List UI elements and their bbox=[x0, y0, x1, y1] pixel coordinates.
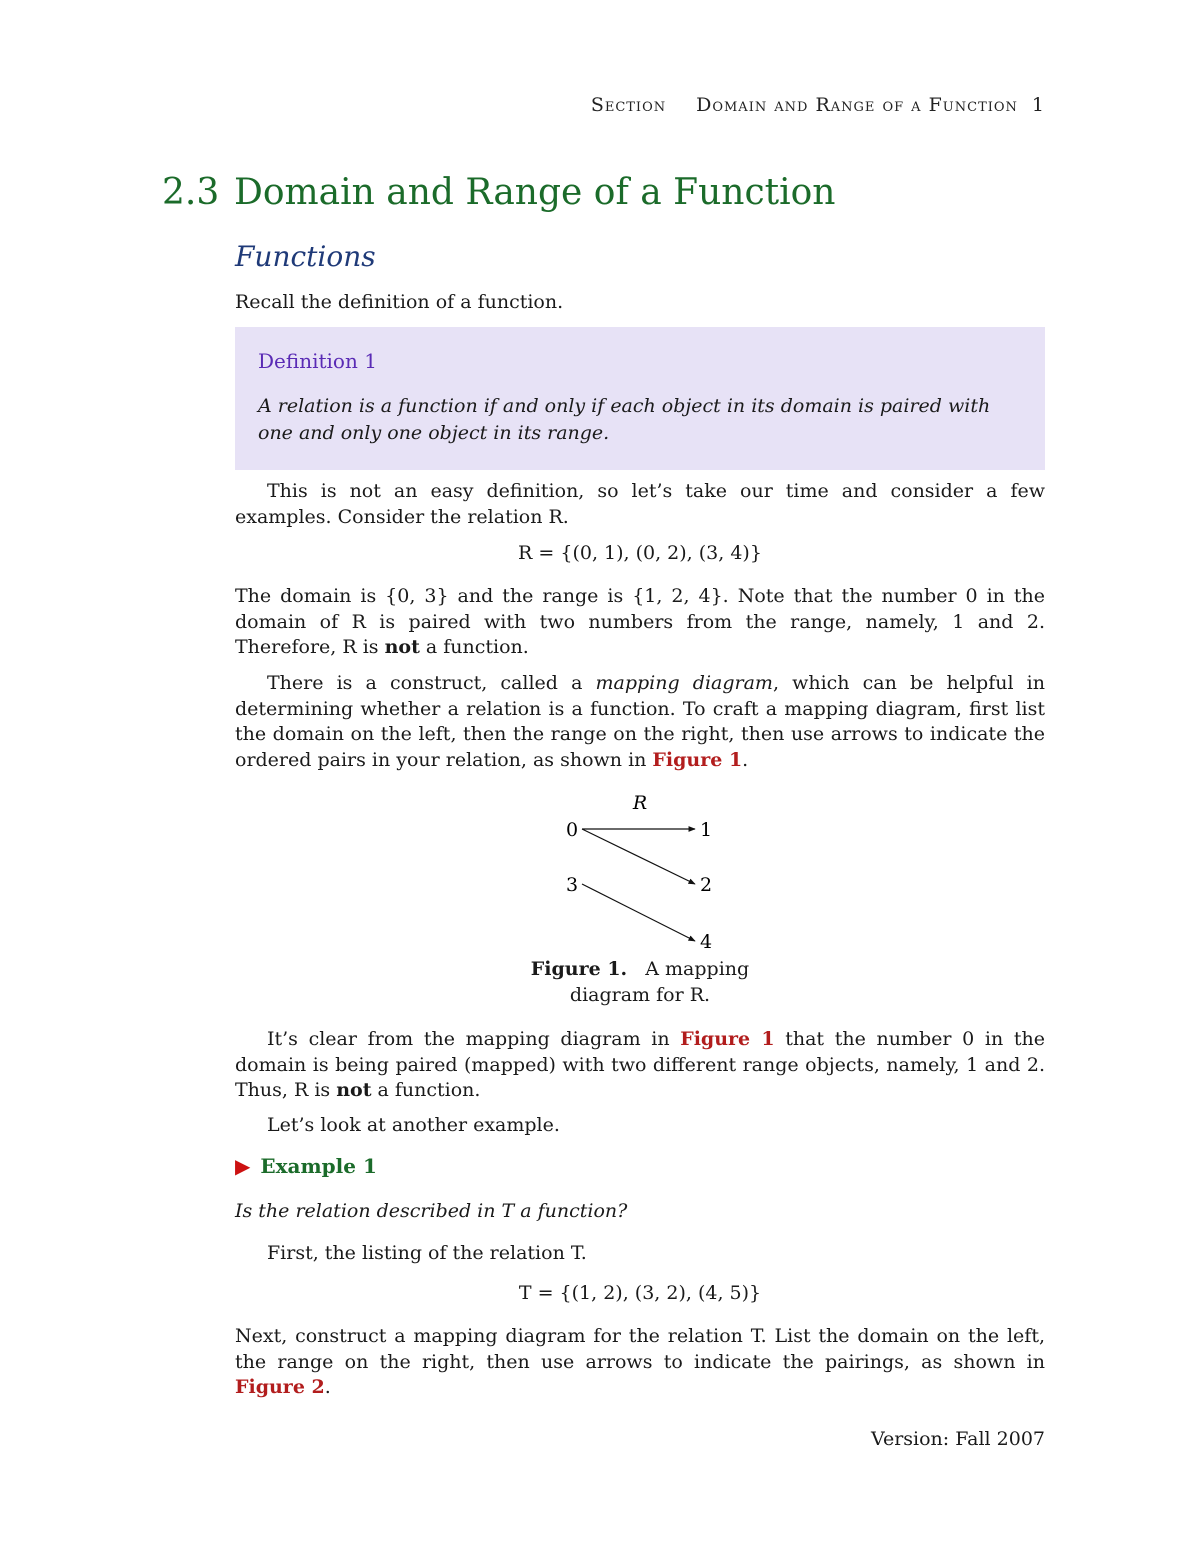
example-marker-icon: ▶ bbox=[235, 1154, 251, 1178]
intro-paragraph: Recall the definition of a function. bbox=[235, 291, 564, 313]
paragraph-3-text-a: There is a construct, called a bbox=[267, 672, 596, 694]
paragraph-4 bbox=[235, 1027, 1045, 1104]
example-heading bbox=[235, 1154, 377, 1178]
diagram-label: R bbox=[632, 792, 648, 814]
arrow-3-to-4 bbox=[582, 884, 695, 941]
paragraph-4-text-a: It’s clear from the mapping diagram in bbox=[267, 1028, 681, 1050]
paragraph-3-term: mapping diagram bbox=[595, 672, 773, 694]
paragraph-5: Let’s look at another example. bbox=[267, 1114, 560, 1136]
paragraph-6: First, the listing of the relation T. bbox=[267, 1242, 587, 1264]
paragraph-3-text-c: , which can be helpful in determining whether a relation is a function. To craft a mapping diagram, first list the domain on the left, then the range on the right, then use arrows to indicate the ordered pairs in your relation, as shown in bbox=[235, 672, 1045, 771]
running-head-title: Domain and Range of a Function bbox=[696, 94, 1018, 116]
example-question: Is the relation described in T a function? bbox=[235, 1200, 628, 1222]
section-title-text: Domain and Range of a Function bbox=[234, 172, 836, 213]
equation-r: R = {(0, 1), (0, 2), (3, 4)} bbox=[518, 542, 762, 564]
range-element-4: 4 bbox=[699, 931, 713, 953]
paragraph-2-text-c: a function. bbox=[419, 636, 529, 658]
paragraph-7-text-b: . bbox=[324, 1376, 331, 1398]
paragraph-7-text-a: Next, construct a mapping diagram for the relation T. List the domain on the left, the range on the right, then use arrows to indicate the pairings, as shown in bbox=[235, 1325, 1045, 1373]
figure-1-link[interactable]: Figure 1 bbox=[652, 748, 743, 771]
equation-t: T = {(1, 2), (3, 2), (4, 5)} bbox=[518, 1282, 762, 1304]
arrow-0-to-2 bbox=[582, 829, 695, 884]
section-title bbox=[162, 172, 836, 213]
mapping-diagram-figure-1 bbox=[555, 785, 755, 955]
paragraph-7 bbox=[235, 1324, 1045, 1401]
paragraph-4-text-d: a function. bbox=[371, 1079, 481, 1101]
paragraph-2-not: not bbox=[384, 636, 420, 658]
definition-title: Definition 1 bbox=[258, 349, 377, 373]
figure-1-caption-text: A mapping diagram for R. bbox=[569, 958, 750, 1006]
figure-2-link[interactable]: Figure 2 bbox=[235, 1376, 325, 1398]
running-head-section: Section bbox=[590, 94, 667, 116]
domain-element-3: 3 bbox=[565, 874, 579, 896]
paragraph-4-text-b: that the number 0 in the domain is being paired (mapped) with two different range objects, namely, 1 and 2. Thus, R is bbox=[235, 1028, 1045, 1101]
section-number: 2.3 bbox=[162, 172, 220, 213]
figure-1-link-2[interactable]: Figure 1 bbox=[680, 1028, 775, 1050]
definition-box bbox=[235, 327, 1045, 470]
page-number: 1 bbox=[1031, 94, 1045, 116]
domain-element-0: 0 bbox=[565, 819, 579, 841]
paragraph-2 bbox=[235, 584, 1045, 661]
paragraph-2-text-a: The domain is {0, 3} and the range is {1, 2, 4}. Note that the number 0 in the domain of R is paired with two numbers from the range, namely, 1 and 2. Therefore, R is bbox=[235, 585, 1045, 658]
paragraph-3 bbox=[235, 671, 1045, 773]
range-element-2: 2 bbox=[699, 874, 713, 896]
range-element-1: 1 bbox=[699, 819, 713, 841]
paragraph-3-text-d: . bbox=[742, 748, 749, 771]
subsection-title: Functions bbox=[235, 240, 376, 273]
figure-1-caption-label: Figure 1. bbox=[530, 958, 628, 980]
paragraph-1: This is not an easy definition, so let’s take our time and consider a few examples. Consider the relation R. bbox=[235, 480, 1045, 528]
paragraph-4-not: not bbox=[336, 1079, 372, 1101]
definition-body: A relation is a function if and only if each object in its domain is paired with one and only one object in its range. bbox=[258, 395, 991, 444]
figure-1-caption bbox=[525, 957, 755, 1008]
version-footer: Version: Fall 2007 bbox=[870, 1428, 1045, 1450]
example-title: Example 1 bbox=[260, 1154, 377, 1178]
running-head bbox=[235, 94, 1045, 116]
